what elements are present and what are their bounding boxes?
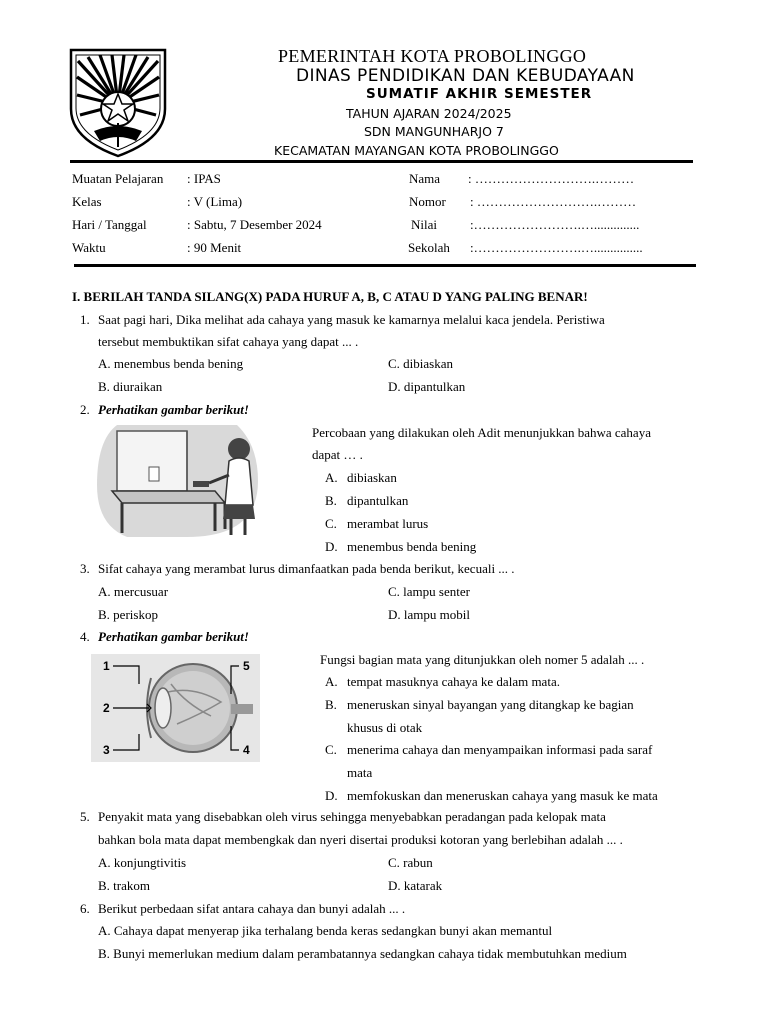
q2-option-c-letter: C. xyxy=(325,516,337,531)
q1-option-c[interactable]: C. dibiaskan xyxy=(388,356,453,371)
q5-option-b[interactable]: B. trakom xyxy=(98,878,150,893)
info-nilai-label: Nilai xyxy=(411,217,437,232)
q2-experiment-illustration xyxy=(97,425,258,537)
q1-text-line1: Saat pagi hari, Dika melihat ada cahaya yang masuk ke kamarnya melalui kaca jendela. Peristiwa xyxy=(98,312,605,327)
info-hari-value: : Sabtu, 7 Desember 2024 xyxy=(187,217,322,232)
q6-option-b[interactable]: B. Bunyi memerlukan medium dalam perambatannya sedangkan cahaya tidak membutuhkan medium xyxy=(98,946,627,961)
info-nama-field[interactable]: : ……………………….……… xyxy=(468,171,635,186)
info-sekolah-label: Sekolah xyxy=(408,240,450,255)
q5-option-a[interactable]: A. konjungtivitis xyxy=(98,855,187,870)
info-muatan-value: : IPAS xyxy=(187,171,221,186)
q6-text: Berikut perbedaan sifat antara cahaya dan bunyi adalah ... . xyxy=(98,901,406,916)
q4-option-b-line2[interactable]: khusus di otak xyxy=(347,720,423,735)
q4-option-a[interactable]: tempat masuknya cahaya ke dalam mata. xyxy=(347,674,560,689)
header-district: KECAMATAN MAYANGAN KOTA PROBOLINGGO xyxy=(274,143,559,158)
q2-option-b-letter: B. xyxy=(325,493,337,508)
q2-option-d-letter: D. xyxy=(325,539,338,554)
q1-option-d[interactable]: D. dipantulkan xyxy=(388,379,466,394)
info-waktu-label: Waktu xyxy=(72,240,106,255)
q4-option-b-line1[interactable]: meneruskan sinyal bayangan yang ditangkap ke bagian xyxy=(347,697,634,712)
q2-option-d[interactable]: menembus benda bening xyxy=(347,539,477,554)
q2-option-b[interactable]: dipantulkan xyxy=(347,493,409,508)
info-waktu-value: : 90 Menit xyxy=(187,240,242,255)
q1-text-line2: tersebut membuktikan sifat cahaya yang dapat ... . xyxy=(98,334,359,349)
info-nomor-field[interactable]: : ……………………….……… xyxy=(470,194,637,209)
q5-text-line1: Penyakit mata yang disebabkan oleh virus sehingga menyebabkan peradangan pada kelopak mata xyxy=(98,809,606,824)
header-school-year: TAHUN AJARAN 2024/2025 xyxy=(346,106,512,121)
q2-prompt: Perhatikan gambar berikut! xyxy=(98,402,249,417)
q5-option-c[interactable]: C. rabun xyxy=(388,855,433,870)
q5-option-d[interactable]: D. katarak xyxy=(388,878,443,893)
q5-text-line2: bahkan bola mata dapat membengkak dan nyeri disertai produksi kotoran yang berlebihan adalah ... . xyxy=(98,832,623,847)
q1-option-a[interactable]: A. menembus benda bening xyxy=(98,356,244,371)
q2-number: 2. xyxy=(80,402,90,417)
info-kelas-label: Kelas xyxy=(72,194,102,209)
q4-eye-diagram xyxy=(91,654,260,762)
q6-number: 6. xyxy=(80,901,90,916)
header-government: PEMERINTAH KOTA PROBOLINGGO xyxy=(278,46,587,66)
q4-option-c-line2[interactable]: mata xyxy=(347,765,373,780)
q4-label-1: 1 xyxy=(103,659,110,673)
q4-option-d-letter: D. xyxy=(325,788,338,803)
q4-text: Fungsi bagian mata yang ditunjukkan oleh nomer 5 adalah ... . xyxy=(320,652,645,667)
q1-option-b[interactable]: B. diuraikan xyxy=(98,379,163,394)
info-divider xyxy=(74,264,696,267)
q4-number: 4. xyxy=(80,629,90,644)
header-divider xyxy=(70,160,693,163)
q4-option-c-line1[interactable]: menerima cahaya dan menyampaikan informasi pada saraf xyxy=(347,742,653,757)
q4-prompt: Perhatikan gambar berikut! xyxy=(98,629,249,644)
info-nomor-label: Nomor xyxy=(409,194,446,209)
q2-text-line1: Percobaan yang dilakukan oleh Adit menunjukkan bahwa cahaya xyxy=(312,425,651,440)
q3-option-a[interactable]: A. mercusuar xyxy=(98,584,169,599)
q4-option-c-letter: C. xyxy=(325,742,337,757)
q5-number: 5. xyxy=(80,809,90,824)
header-school-name: SDN MANGUNHARJO 7 xyxy=(364,124,504,139)
info-nilai-field[interactable]: :…………………….….............. xyxy=(470,217,640,232)
q4-label-4: 4 xyxy=(243,743,250,757)
q4-option-b-letter: B. xyxy=(325,697,337,712)
q6-option-a[interactable]: A. Cahaya dapat menyerap jika terhalang benda keras sedangkan bunyi akan memantul xyxy=(98,923,553,938)
q3-option-b[interactable]: B. periskop xyxy=(98,607,158,622)
header-exam-title: SUMATIF AKHIR SEMESTER xyxy=(366,86,593,102)
q4-option-a-letter: A. xyxy=(325,674,338,689)
q2-option-a[interactable]: dibiaskan xyxy=(347,470,397,485)
info-nama-label: Nama xyxy=(409,171,441,186)
q2-option-c[interactable]: merambat lurus xyxy=(347,516,429,531)
q3-text: Sifat cahaya yang merambat lurus dimanfaatkan pada benda berikut, kecuali ... . xyxy=(98,561,515,576)
city-emblem-logo xyxy=(68,47,168,159)
q3-option-d[interactable]: D. lampu mobil xyxy=(388,607,470,622)
q4-label-5: 5 xyxy=(243,659,250,673)
q3-number: 3. xyxy=(80,561,90,576)
q1-number: 1. xyxy=(80,312,90,327)
info-sekolah-field[interactable]: :…………………….…............... xyxy=(470,240,643,255)
q4-label-3: 3 xyxy=(103,743,110,757)
q3-option-c[interactable]: C. lampu senter xyxy=(388,584,470,599)
header-department: DINAS PENDIDIKAN DAN KEBUDAYAAN xyxy=(296,66,635,86)
info-kelas-value: : V (Lima) xyxy=(187,194,243,209)
q4-label-2: 2 xyxy=(103,701,110,715)
info-hari-label: Hari / Tanggal xyxy=(72,217,147,232)
q2-option-a-letter: A. xyxy=(325,470,338,485)
info-muatan-label: Muatan Pelajaran xyxy=(72,171,164,186)
q4-option-d[interactable]: memfokuskan dan meneruskan cahaya yang masuk ke mata xyxy=(347,788,658,803)
q2-text-line2: dapat … . xyxy=(312,447,363,462)
section-instruction: I. BERILAH TANDA SILANG(X) PADA HURUF A, B, C ATAU D YANG PALING BENAR! xyxy=(72,289,588,304)
